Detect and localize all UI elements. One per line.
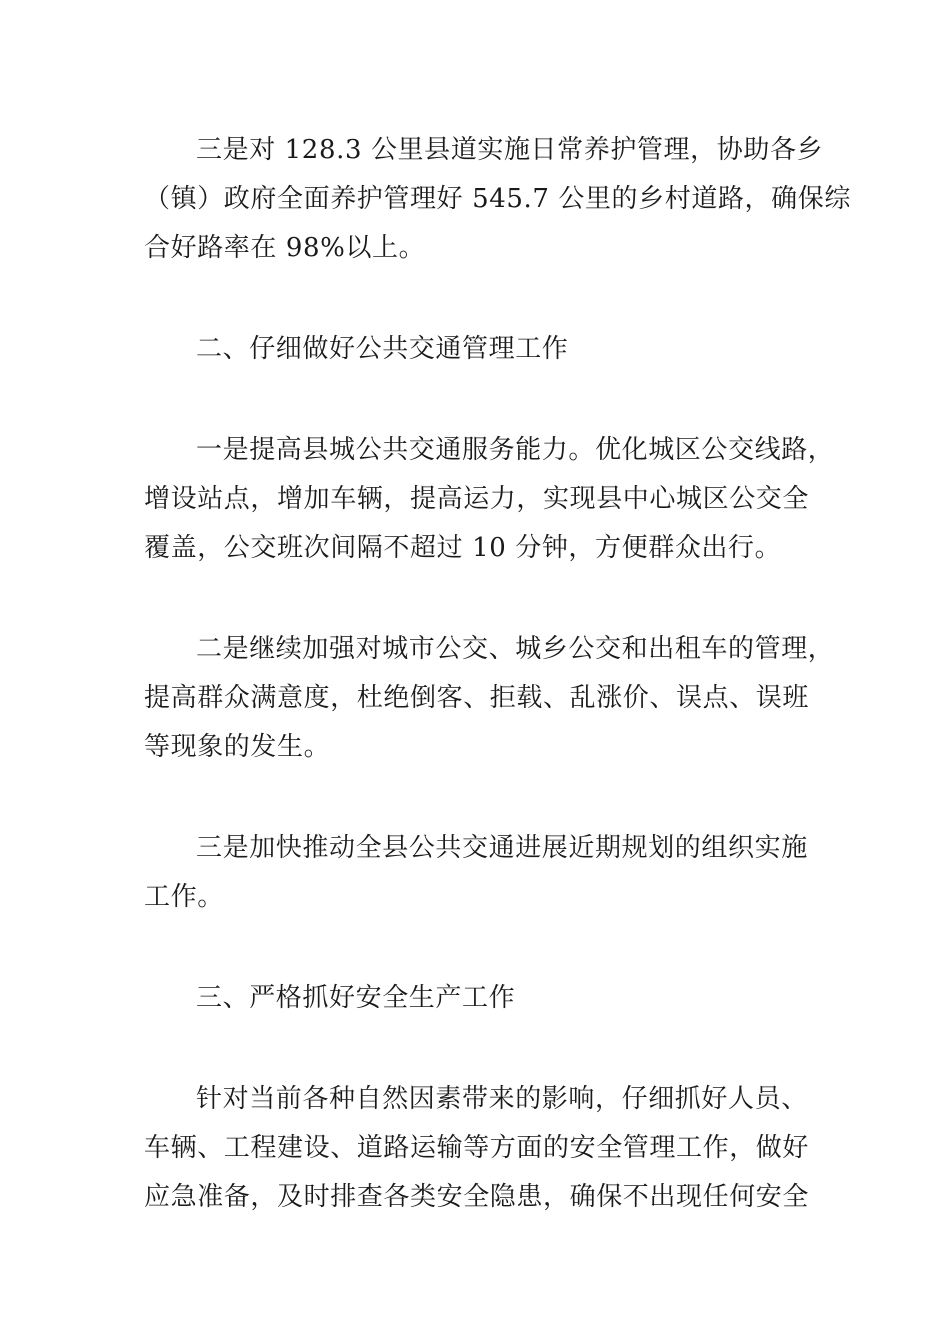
- paragraph-1-line-1: 三是对 128.3 公里县道实施日常养护管理，协助各乡: [196, 135, 824, 165]
- paragraph-4-line-2: 提高群众满意度，杜绝倒客、拒载、乱涨价、误点、误班: [144, 683, 810, 713]
- paragraph-7-line-1: 针对当前各种自然因素带来的影响，仔细抓好人员、: [196, 1084, 808, 1114]
- paragraph-5-line-1: 三是加快推动全县公共交通进展近期规划的组织实施: [196, 833, 808, 863]
- paragraph-5-line-2: 工作。: [144, 882, 224, 912]
- paragraph-3-line-1: 一是提高县城公共交通服务能力。优化城区公交线路，: [196, 435, 835, 465]
- paragraph-7-line-3: 应急准备，及时排查各类安全隐患，确保不出现任何安全: [144, 1182, 810, 1212]
- section-heading-3: 三、严格抓好安全生产工作: [196, 983, 516, 1013]
- paragraph-1-line-2: （镇）政府全面养护管理好 545.7 公里的乡村道路，确保综: [144, 184, 851, 214]
- paragraph-4-line-3: 等现象的发生。: [144, 732, 331, 762]
- paragraph-7-line-2: 车辆、工程建设、道路运输等方面的安全管理工作，做好: [144, 1133, 810, 1163]
- paragraph-4-line-1: 二是继续加强对城市公交、城乡公交和出租车的管理，: [196, 634, 835, 664]
- paragraph-3-line-2: 增设站点，增加车辆，提高运力，实现县中心城区公交全: [144, 484, 810, 514]
- paragraph-3-line-3: 覆盖，公交班次间隔不超过 10 分钟，方便群众出行。: [144, 533, 782, 563]
- section-heading-2: 二、仔细做好公共交通管理工作: [196, 334, 569, 364]
- paragraph-1-line-3: 合好路率在 98%以上。: [144, 233, 426, 263]
